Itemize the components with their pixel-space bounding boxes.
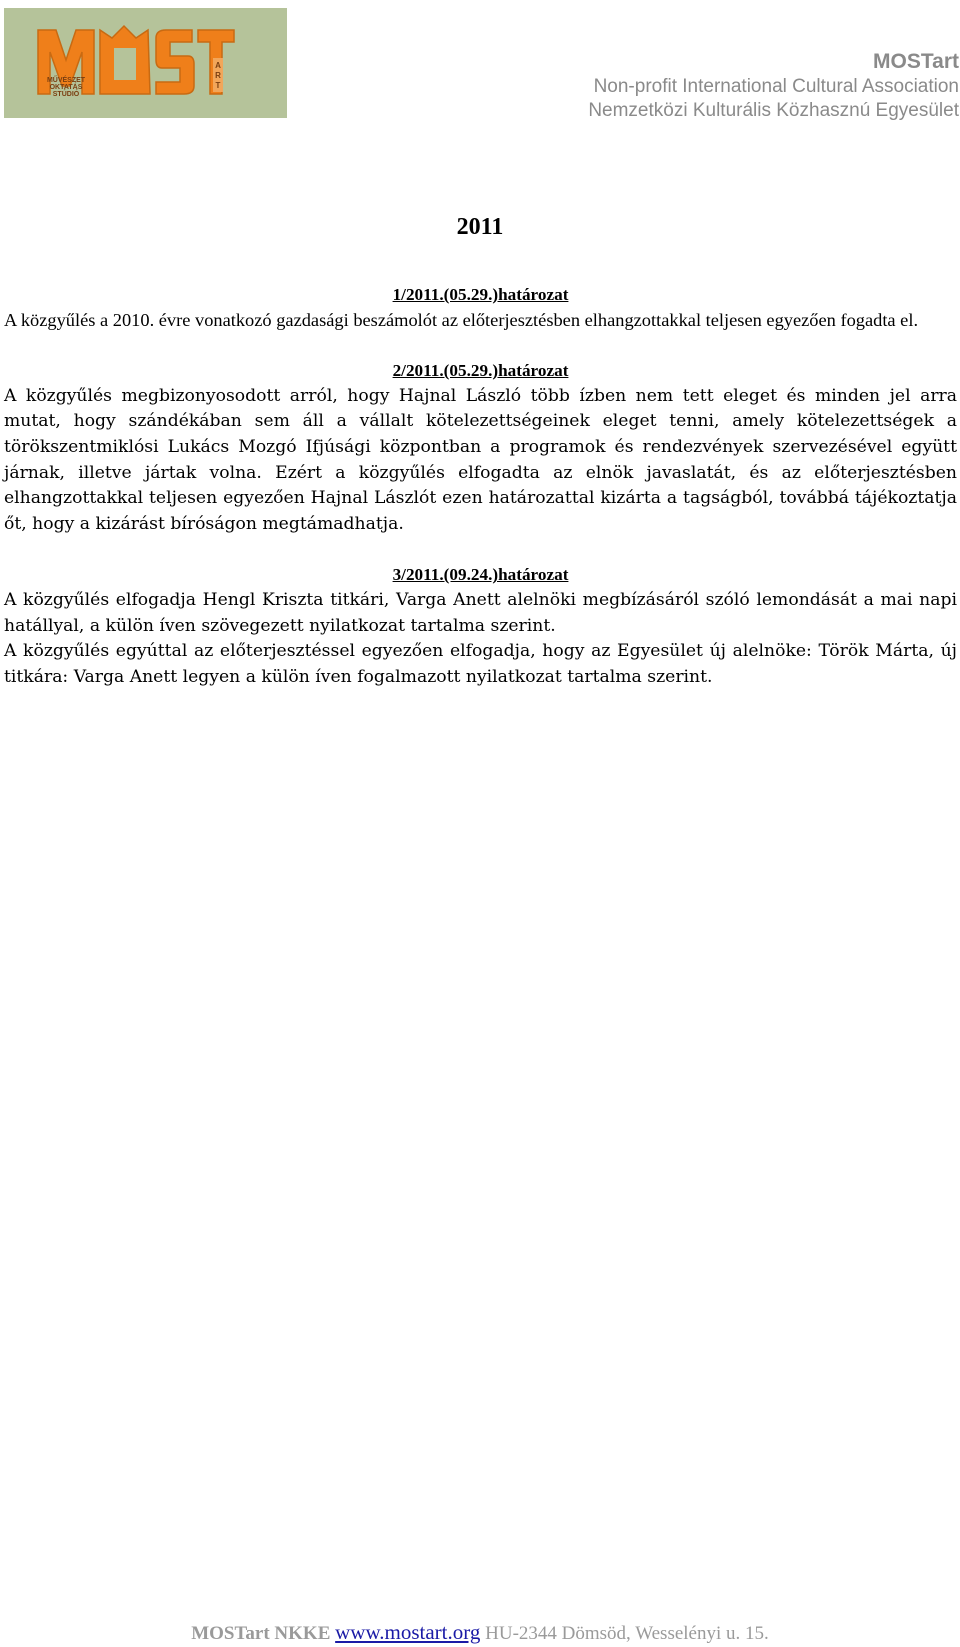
resolution-text: A közgyűlés a 2010. évre vonatkozó gazdasági beszámolót az előterjesztésben elhangzottakkal teljesen egyezően fogadta el. (4, 309, 919, 330)
resolution-1 (4, 282, 957, 333)
svg-text:STÚDIÓ: STÚDIÓ (52, 91, 80, 98)
svg-text:R: R (215, 71, 221, 80)
footer-org: MOSTart NKKE (191, 1623, 331, 1644)
resolutions-list (4, 282, 957, 690)
resolution-3 (4, 562, 957, 690)
footer-address: HU-2344 Dömsöd, Wesselényi u. 15. (485, 1623, 769, 1644)
spacer (4, 537, 957, 562)
resolution-text: A közgyűlés megbizonyosodott arról, hogy Hajnal László több ízben nem tett eleget és minden jel arra mutat, hogy szándékában sem áll a vállalt kötelezettségeinek eleget tenni, amely kötelezettségek a törökszentmiklósi Lukács Mozgó Ifjúsági központban a programok és rendezvények szervezésével együtt járnak, illetve jártak volna. Ezért a közgyűlés elfogadta az elnök javaslatát, és az előterjesztésben elhangzottakkal teljesen egyezően Hajnal Lászlót ezen határozattal kizárta a tagságból, továbbá tájékoztatja őt, hogy a kizárást bíróságon megtámadhatja. (4, 385, 957, 534)
resolution-text: A közgyűlés elfogadja Hengl Kriszta titkári, Varga Anett alelnöki megbízásáról szóló lemondását a mai napi hatállyal, a külön íven szövegezett nyilatkozat tartalma szerint. (4, 589, 957, 636)
org-name-hungarian: Nemzetközi Kulturális Közhasznú Egyesület (588, 100, 959, 121)
website-link[interactable]: www.mostart.org (335, 1620, 481, 1644)
org-name-english: Non-profit International Cultural Association (593, 76, 959, 97)
resolution-text: A közgyűlés egyúttal az előterjesztéssel egyezően elfogadja, hogy az Egyesület új alelnöke: Török Márta, új titkára: Varga Anett legyen a külön íven fogalmazott nyilatkozat tartalma szerint. (4, 641, 957, 687)
page-footer (0, 1620, 960, 1645)
resolution-2 (4, 358, 957, 537)
mostart-logo (4, 8, 287, 118)
resolution-title: 3/2011.(09.24.)határozat (392, 565, 569, 585)
org-name: MOSTart (873, 50, 959, 73)
svg-text:OKTATÁS: OKTATÁS (49, 84, 83, 91)
svg-text:A: A (215, 61, 221, 70)
logo-graphic (4, 8, 287, 118)
svg-text:MŰVÉSZET: MŰVÉSZET (46, 77, 86, 84)
page-title-year: 2011 (456, 214, 504, 240)
organization-header (588, 49, 959, 123)
resolution-title: 2/2011.(05.29.)határozat (392, 361, 569, 381)
resolution-title: 1/2011.(05.29.)határozat (392, 285, 569, 304)
svg-text:T: T (215, 81, 221, 90)
spacer (4, 333, 957, 358)
